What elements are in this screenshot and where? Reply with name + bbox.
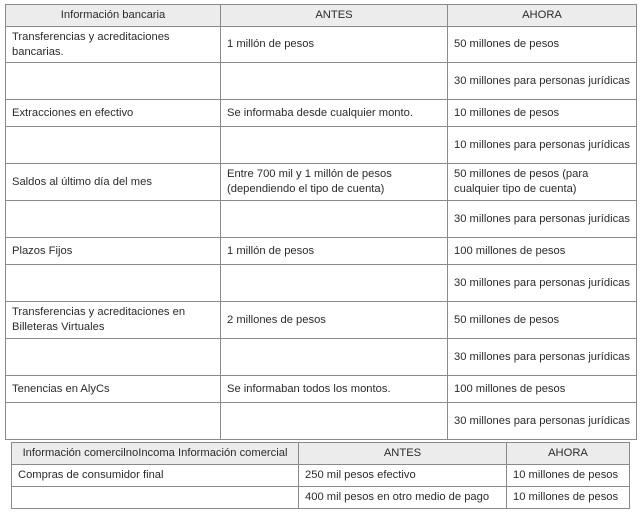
table-row [6,265,637,302]
ahora-value: 50 millones de pesos [448,302,637,339]
ahora-value: 30 millones para personas jurídicas [448,201,637,238]
table-header-row [6,5,637,27]
table-row [6,27,637,63]
table-row [6,376,637,403]
row-label [6,63,221,100]
row-label: Saldos al último día del mes [6,164,221,201]
antes-value: Entre 700 mil y 1 millón de pesos (dependiendo el tipo de cuenta) [221,164,448,201]
row-label [6,339,221,376]
ahora-value: 50 millones de pesos [448,27,637,63]
antes-value: 2 millones de pesos [221,302,448,339]
header-info-bancaria: Información bancaria [6,5,221,27]
table-row [6,63,637,100]
antes-value: 250 mil pesos efectivo [299,465,507,487]
row-label: Transferencias y acreditaciones en Billeteras Virtuales [6,302,221,339]
ahora-value: 100 millones de pesos [448,238,637,265]
table-row [6,302,637,339]
row-label [6,403,221,440]
ahora-value: 50 millones de pesos (para cualquier tipo de cuenta) [448,164,637,201]
header-antes: ANTES [299,443,507,465]
ahora-value: 10 millones de pesos [507,465,630,487]
row-label: Plazos Fijos [6,238,221,265]
table-row [6,238,637,265]
commercial-info-table [11,442,630,509]
ahora-value: 30 millones para personas jurídicas [448,265,637,302]
table-row [6,403,637,440]
ahora-value: 30 millones para personas jurídicas [448,339,637,376]
table-row [6,201,637,238]
table-row [12,487,630,509]
row-label [6,127,221,164]
row-label [12,487,299,509]
header-ahora: AHORA [448,5,637,27]
antes-value: 1 millón de pesos [221,27,448,63]
ahora-value: 100 millones de pesos [448,376,637,403]
header-info-comercial: Información comercilnoIncoma Información comercial [12,443,299,465]
table-row [6,164,637,201]
antes-value [221,265,448,302]
table-row [12,465,630,487]
row-label: Transferencias y acreditaciones bancarias. [6,27,221,63]
banking-info-table [5,4,637,440]
ahora-value: 10 millones de pesos [507,487,630,509]
antes-value: 1 millón de pesos [221,238,448,265]
antes-value: 400 mil pesos en otro medio de pago [299,487,507,509]
header-antes: ANTES [221,5,448,27]
antes-value [221,403,448,440]
row-label: Tenencias en AlyCs [6,376,221,403]
antes-value [221,127,448,164]
antes-value: Se informaban todos los montos. [221,376,448,403]
antes-value: Se informaba desde cualquier monto. [221,100,448,127]
table-header-row [12,443,630,465]
table-row [6,100,637,127]
table-row [6,127,637,164]
row-label [6,265,221,302]
row-label: Compras de consumidor final [12,465,299,487]
row-label [6,201,221,238]
ahora-value: 30 millones para personas jurídicas [448,403,637,440]
ahora-value: 10 millones para personas jurídicas [448,127,637,164]
antes-value [221,201,448,238]
table-row [6,339,637,376]
antes-value [221,339,448,376]
header-ahora: AHORA [507,443,630,465]
ahora-value: 30 millones para personas jurídicas [448,63,637,100]
antes-value [221,63,448,100]
ahora-value: 10 millones de pesos [448,100,637,127]
row-label: Extracciones en efectivo [6,100,221,127]
